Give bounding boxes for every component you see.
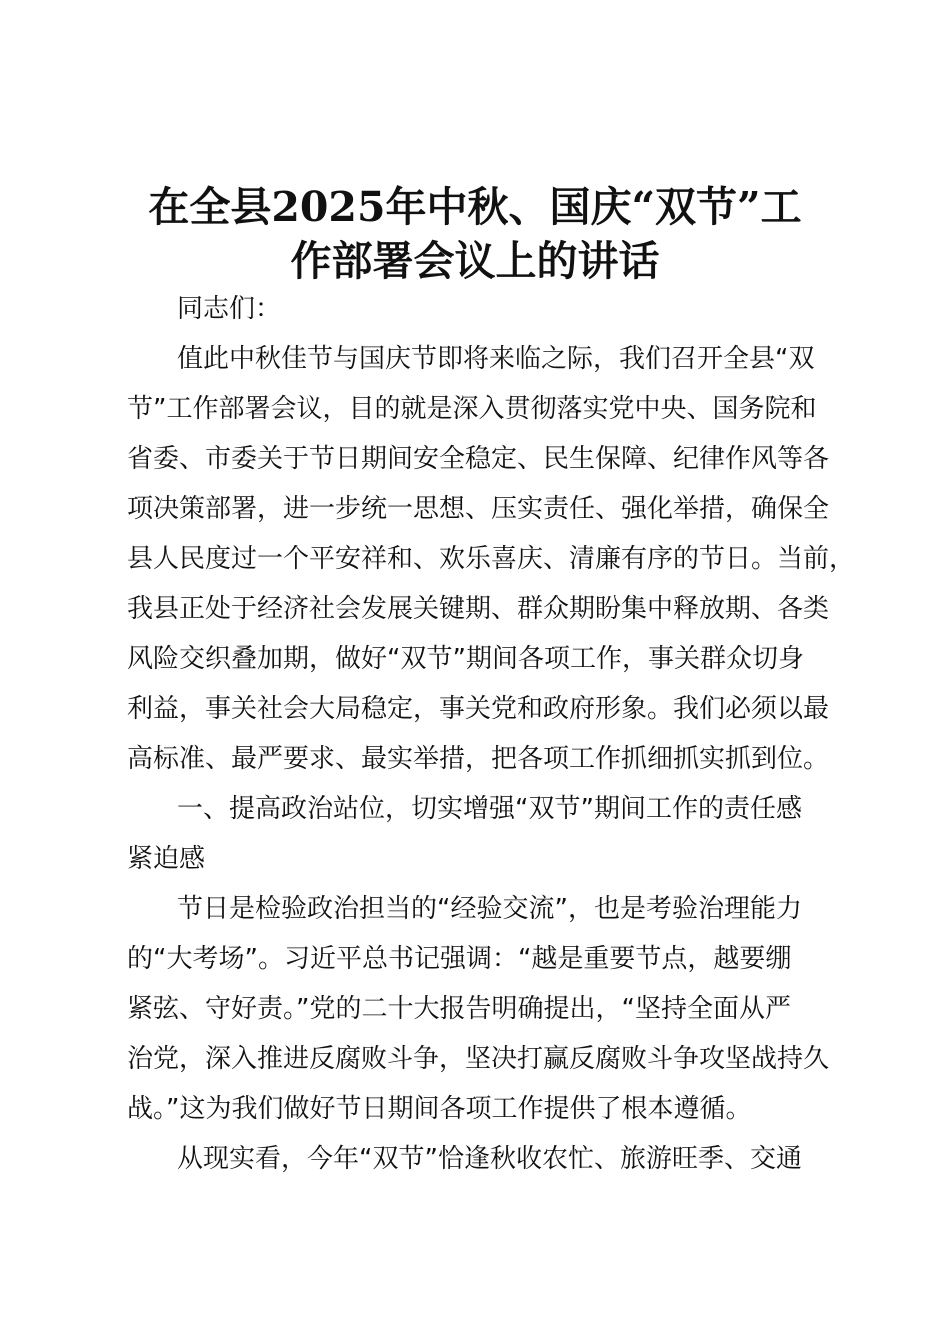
text-line: 紧弦、守好责。”党的二十大报告明确提出，“坚持全面从严 <box>127 994 791 1024</box>
text-line: 利益，事关社会大局稳定，事关党和政府形象。我们必须以最 <box>127 694 830 724</box>
salutation <box>127 284 835 334</box>
text-line: 我县正处于经济社会发展关键期、群众期盼集中释放期、各类 <box>127 594 830 624</box>
text-line: 治党，深入推进反腐败斗争，坚决打赢反腐败斗争攻坚战持久 <box>127 1044 830 1074</box>
paragraph-intro <box>127 334 856 784</box>
title-line: 作部署会议上的讲话 <box>290 237 660 285</box>
paragraph-reality <box>127 1134 835 1184</box>
title-line: 在全县2025年中秋、国庆“双节”工 <box>148 183 802 231</box>
text-line: 的“大考场”。习近平总书记强调：“越是重要节点，越要绷 <box>127 944 792 974</box>
document-body <box>127 284 856 1184</box>
text-line: 省委、市委关于节日期间安全稳定、民生保障、纪律作风等各 <box>127 444 830 474</box>
document-title <box>100 180 850 288</box>
paragraph-section-1 <box>127 884 835 1134</box>
text-line: 县人民度过一个平安祥和、欢乐喜庆、清廉有序的节日。当前， <box>127 544 856 574</box>
text-line: 风险交织叠加期，做好“双节”期间各项工作，事关群众切身 <box>127 644 804 674</box>
text-line: 节日是检验政治担当的“经验交流”，也是考验治理能力 <box>177 894 802 924</box>
section-heading-1 <box>127 784 835 884</box>
text-line: 战。”这为我们做好节日期间各项工作提供了根本遵循。 <box>127 1094 752 1124</box>
heading-line: 一、提高政治站位，切实增强“双节”期间工作的责任感 <box>177 794 802 824</box>
text-line: 从现实看，今年“双节”恰逢秋收农忙、旅游旺季、交通 <box>177 1144 802 1174</box>
text-line: 项决策部署，进一步统一思想、压实责任、强化举措，确保全 <box>127 494 830 524</box>
text-line: 高标准、最严要求、最实举措，把各项工作抓细抓实抓到位。 <box>127 744 830 774</box>
salutation-text: 同志们： <box>177 294 282 324</box>
text-line: 节”工作部署会议，目的就是深入贯彻落实党中央、国务院和 <box>127 394 817 424</box>
heading-line: 紧迫感 <box>127 844 206 874</box>
text-line: 值此中秋佳节与国庆节即将来临之际，我们召开全县“双 <box>177 344 815 374</box>
